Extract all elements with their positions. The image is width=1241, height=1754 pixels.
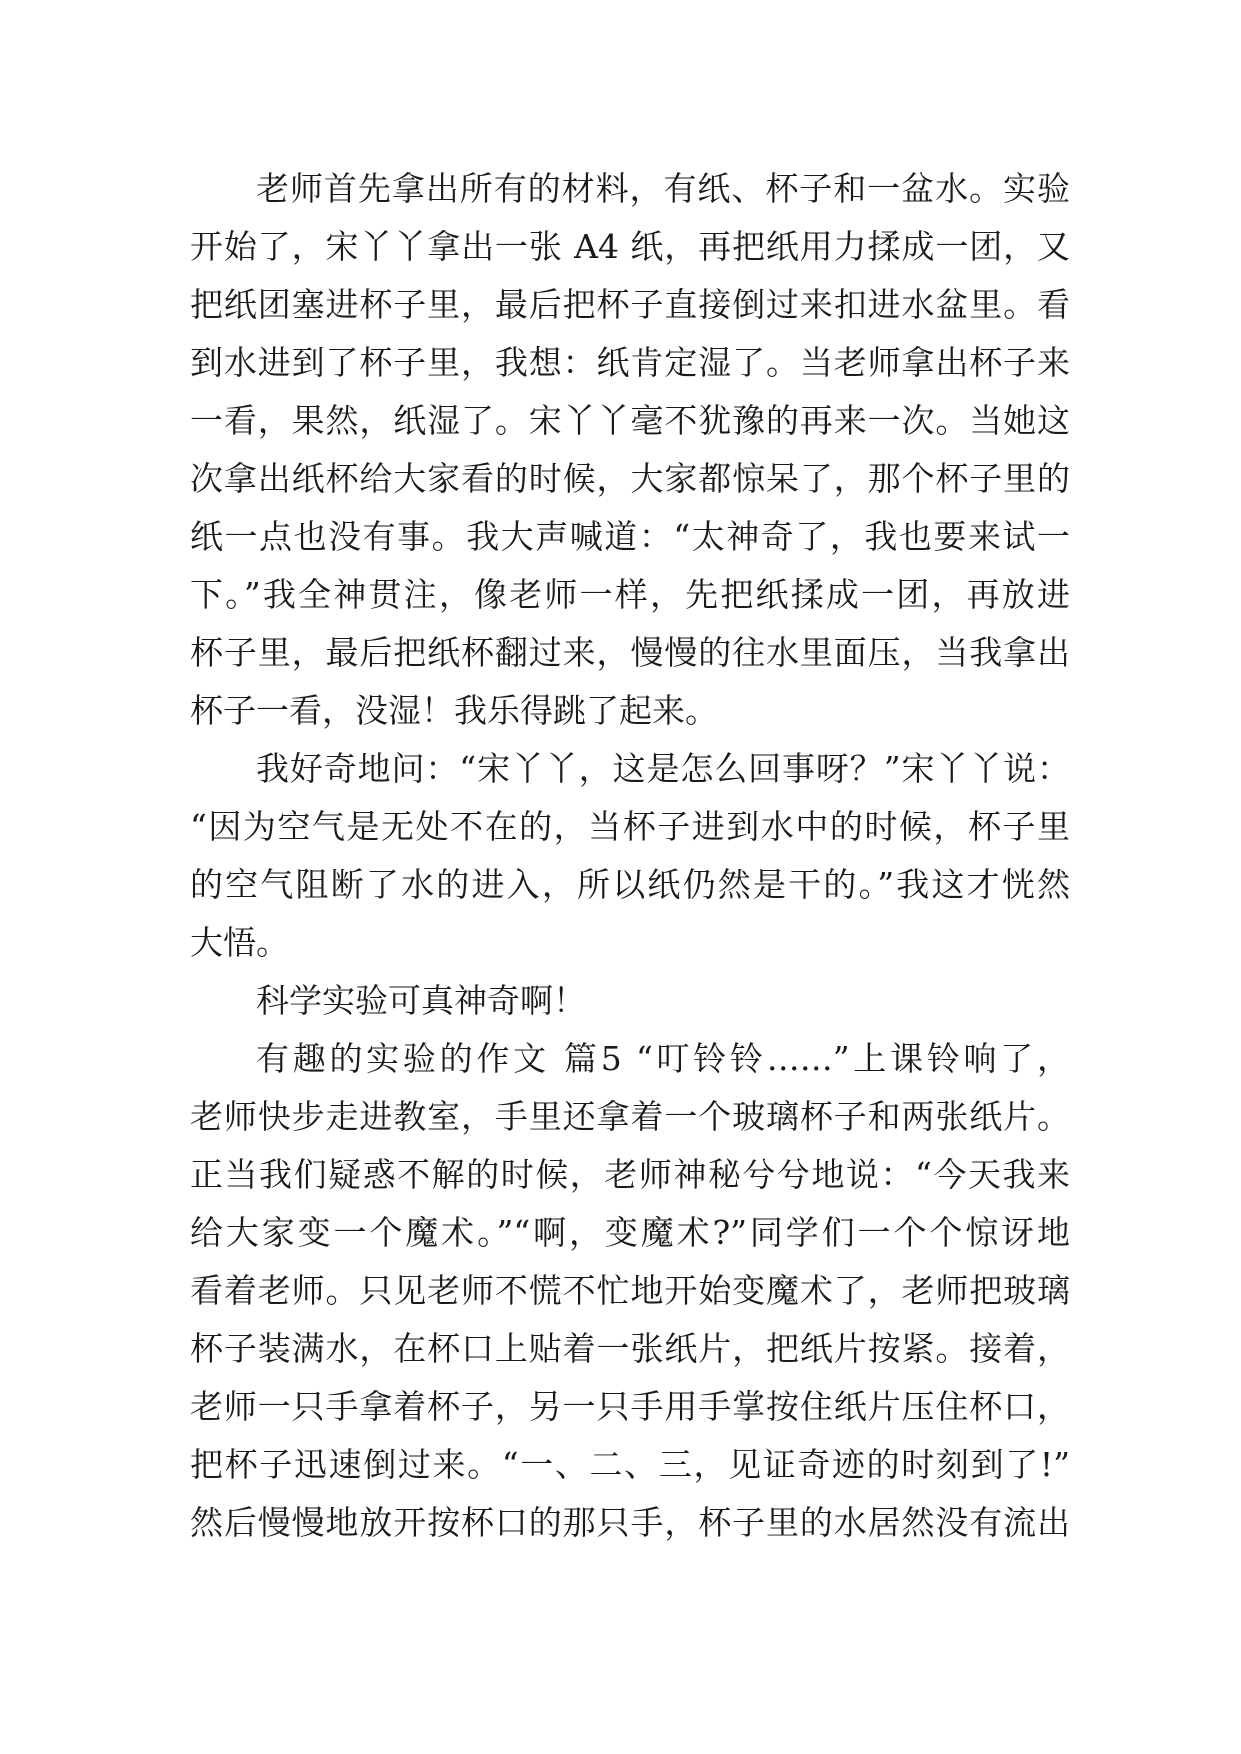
paragraph-line: 大悟。 — [190, 923, 289, 962]
paragraph-line: 一看，果然，纸湿了。宋丫丫毫不犹豫的再来一次。当她这 — [190, 401, 1070, 440]
paragraph-line: 给大家变一个魔术。”“啊，变魔术?”同学们一个个惊讶地 — [190, 1213, 1070, 1252]
paragraph-line: 看着老师。只见老师不慌不忙地开始变魔术了，老师把玻璃 — [190, 1271, 1070, 1310]
paragraph-line: 杯子里，最后把纸杯翻过来，慢慢的往水里面压，当我拿出 — [190, 633, 1070, 672]
paragraph-line: 老师首先拿出所有的材料，有纸、杯子和一盆水。实验 — [256, 169, 1070, 208]
paragraph-line: 我好奇地问：“宋丫丫，这是怎么回事呀？”宋丫丫说： — [256, 749, 1070, 788]
paragraph-line: 纸一点也没有事。我大声喊道：“太神奇了，我也要来试一 — [190, 517, 1070, 556]
paragraph-line: “因为空气是无处不在的，当杯子进到水中的时候，杯子里 — [190, 807, 1070, 846]
paragraph-line: 正当我们疑惑不解的时候，老师神秘兮兮地说：“今天我来 — [190, 1155, 1070, 1194]
paragraph-line: 开始了，宋丫丫拿出一张 A4 纸，再把纸用力揉成一团，又 — [190, 227, 1070, 266]
paragraph-line: 科学实验可真神奇啊！ — [256, 981, 586, 1020]
paragraph-line: 的空气阻断了水的进入，所以纸仍然是干的。”我这才恍然 — [190, 865, 1070, 904]
paragraph-line: 老师快步走进教室，手里还拿着一个玻璃杯子和两张纸片。 — [190, 1097, 1070, 1136]
paragraph-line: 杯子装满水，在杯口上贴着一张纸片，把纸片按紧。接着， — [190, 1329, 1070, 1368]
essay-body — [190, 160, 1070, 1552]
paragraph-line: 到水进到了杯子里，我想：纸肯定湿了。当老师拿出杯子来 — [190, 343, 1070, 382]
paragraph-line: 老师一只手拿着杯子，另一只手用手掌按住纸片压住杯口， — [190, 1387, 1070, 1426]
paragraph-line: 下。”我全神贯注，像老师一样，先把纸揉成一团，再放进 — [190, 575, 1070, 614]
paragraph-line: 把纸团塞进杯子里，最后把杯子直接倒过来扣进水盆里。看 — [190, 285, 1070, 324]
paragraph-line: 把杯子迅速倒过来。“一、二、三，见证奇迹的时刻到了!” — [190, 1445, 1070, 1484]
paragraph-line: 杯子一看，没湿！我乐得跳了起来。 — [190, 691, 718, 730]
paragraph-line: 次拿出纸杯给大家看的时候，大家都惊呆了，那个杯子里的 — [190, 459, 1070, 498]
paragraph-line: 然后慢慢地放开按杯口的那只手，杯子里的水居然没有流出 — [190, 1503, 1070, 1542]
section-heading-line: 有趣的实验的作文 篇5 “叮铃铃……”上课铃响了， — [256, 1039, 1070, 1078]
